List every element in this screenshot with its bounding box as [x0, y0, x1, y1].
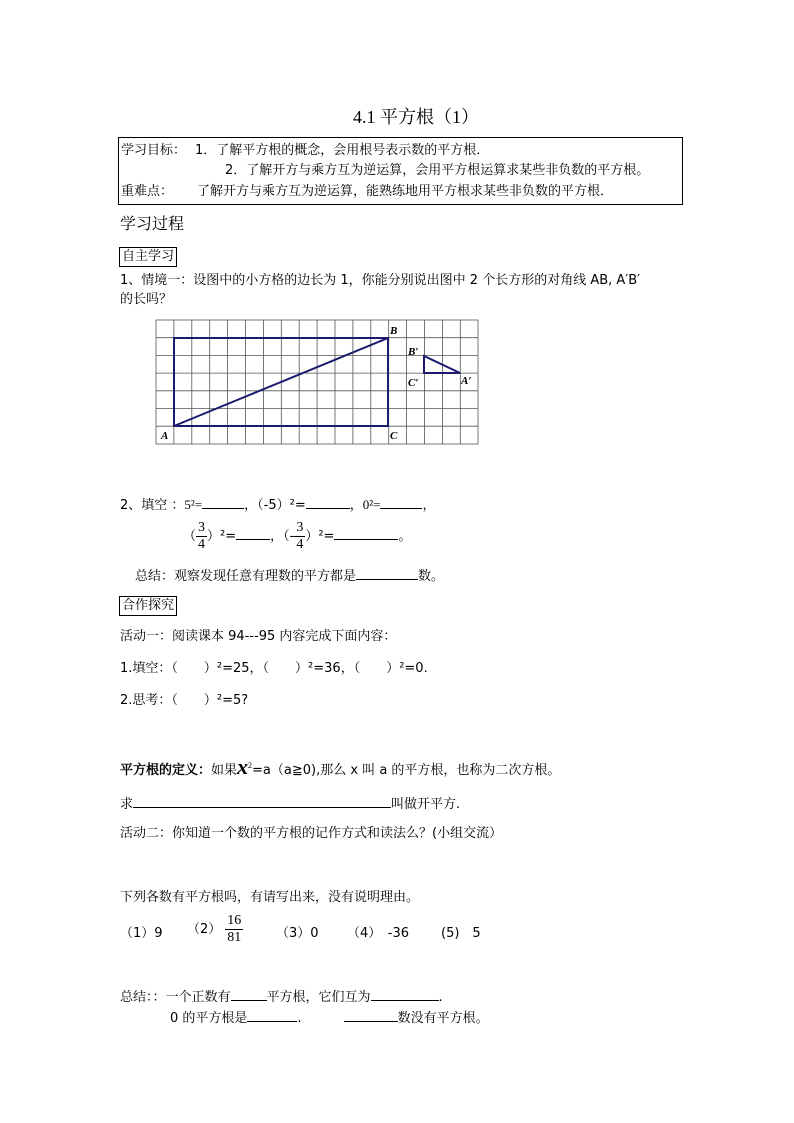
- item-2: （2） $\frac{16}{81}$: [187, 913, 242, 945]
- blank-4[interactable]: [236, 527, 270, 540]
- key-text: 了解开方与乘方互为逆运算，能熟练地用平方根求某些非负数的平方根．: [197, 184, 614, 199]
- fraction-three-quarters: $\frac{3}{4}$: [198, 520, 206, 552]
- label-c-prime: C′: [408, 377, 419, 389]
- goal-item-2: 2．了解开方与乘方互为逆运算，会用平方根运算求某些非负数的平方根。: [225, 163, 650, 178]
- question-2-row-2: （ $\frac{3}{4}$ ）²= ，（- $\frac{3}{4}$ ）²= 。: [183, 520, 412, 552]
- blank-7[interactable]: [133, 795, 391, 808]
- summary-2: 总结：：一个正数有 平方根，它们互为 .: [120, 990, 443, 1005]
- seek-line: 求 叫做开平方.: [120, 797, 461, 812]
- blank-5[interactable]: [334, 527, 398, 540]
- variable-x: x: [237, 754, 249, 779]
- fill-neg5-squared: （-5）²=: [257, 498, 306, 513]
- fraction-neg-three-quarters: $\frac{3}{4}$: [296, 520, 304, 552]
- item-3: （3）0: [276, 926, 319, 941]
- summary-3: 0 的平方根是 . 数没有平方根。: [170, 1011, 489, 1026]
- activity-2: 活动二：你知道一个数的平方根的记作方式和读法么？(小组交流）: [120, 826, 503, 841]
- blank-3[interactable]: [380, 496, 422, 509]
- item-1: （1）9: [120, 926, 163, 941]
- label-c: C: [390, 430, 398, 442]
- question-1-line-2: 的长吗？: [120, 292, 173, 307]
- page-title: 4.1 平方根（1）: [353, 107, 479, 127]
- label-b-prime: B′: [408, 346, 419, 358]
- fill-in: 1.填空：（ ）²=25，（ ）²=36，（ ）²=0.: [120, 661, 428, 676]
- goals-label: 学习目标：: [121, 143, 187, 158]
- goals-box: [118, 137, 683, 205]
- grid-figure: [150, 315, 485, 450]
- self-study-tag: 自主学习: [119, 247, 177, 267]
- summary-1: 总结：观察发现任意有理数的平方都是 数。: [135, 569, 445, 584]
- item-5: (5) 5: [441, 926, 481, 941]
- blank-10[interactable]: [247, 1009, 297, 1022]
- key-label: 重难点：: [121, 184, 174, 199]
- blank-2[interactable]: [306, 496, 350, 509]
- question-2-prefix: 2、填空 ：: [120, 498, 185, 513]
- blank-6[interactable]: [356, 567, 418, 580]
- goal-item-1: 1．了解平方根的概念，会用根号表示数的平方根．: [195, 143, 490, 158]
- fraction-16-81: $\frac{16}{81}$: [227, 913, 242, 945]
- activity-1: 活动一：阅读课本 94---95 内容完成下面内容：: [120, 629, 397, 644]
- definition: 平方根的定义：如果$x^2=a(a≧0)$,那么 x 叫 a 的平方根，也称为二次方根。: [120, 754, 561, 779]
- think: 2.思考：（ ）²=5?: [120, 693, 249, 708]
- definition-label: 平方根的定义：: [120, 763, 212, 778]
- label-a: A: [161, 430, 169, 442]
- label-b: B: [390, 325, 398, 337]
- blank-1[interactable]: [202, 496, 244, 509]
- fill-0-squared: 0²=: [362, 497, 381, 512]
- question-1-line-1: 1、情境一：设图中的小方格的边长为 1，你能分别说出图中 2 个长方形的对角线 AB, A′B′: [120, 273, 641, 288]
- coop-tag: 合作探究: [119, 596, 177, 616]
- fill-5-squared: 5²=: [184, 497, 203, 512]
- label-a-prime: A′: [461, 375, 472, 387]
- blank-8[interactable]: [231, 988, 267, 1001]
- process-heading: 学习过程: [120, 214, 185, 233]
- item-4: （4） -36: [347, 926, 410, 941]
- question-2-row-1: 2、填空 ：5²= ，（-5）²= ，0²= ，: [120, 497, 436, 513]
- question-3: 下列各数有平方根吗，有请写出来，没有说明理由。: [120, 890, 420, 905]
- blank-11[interactable]: [344, 1009, 398, 1022]
- blank-9[interactable]: [371, 988, 439, 1001]
